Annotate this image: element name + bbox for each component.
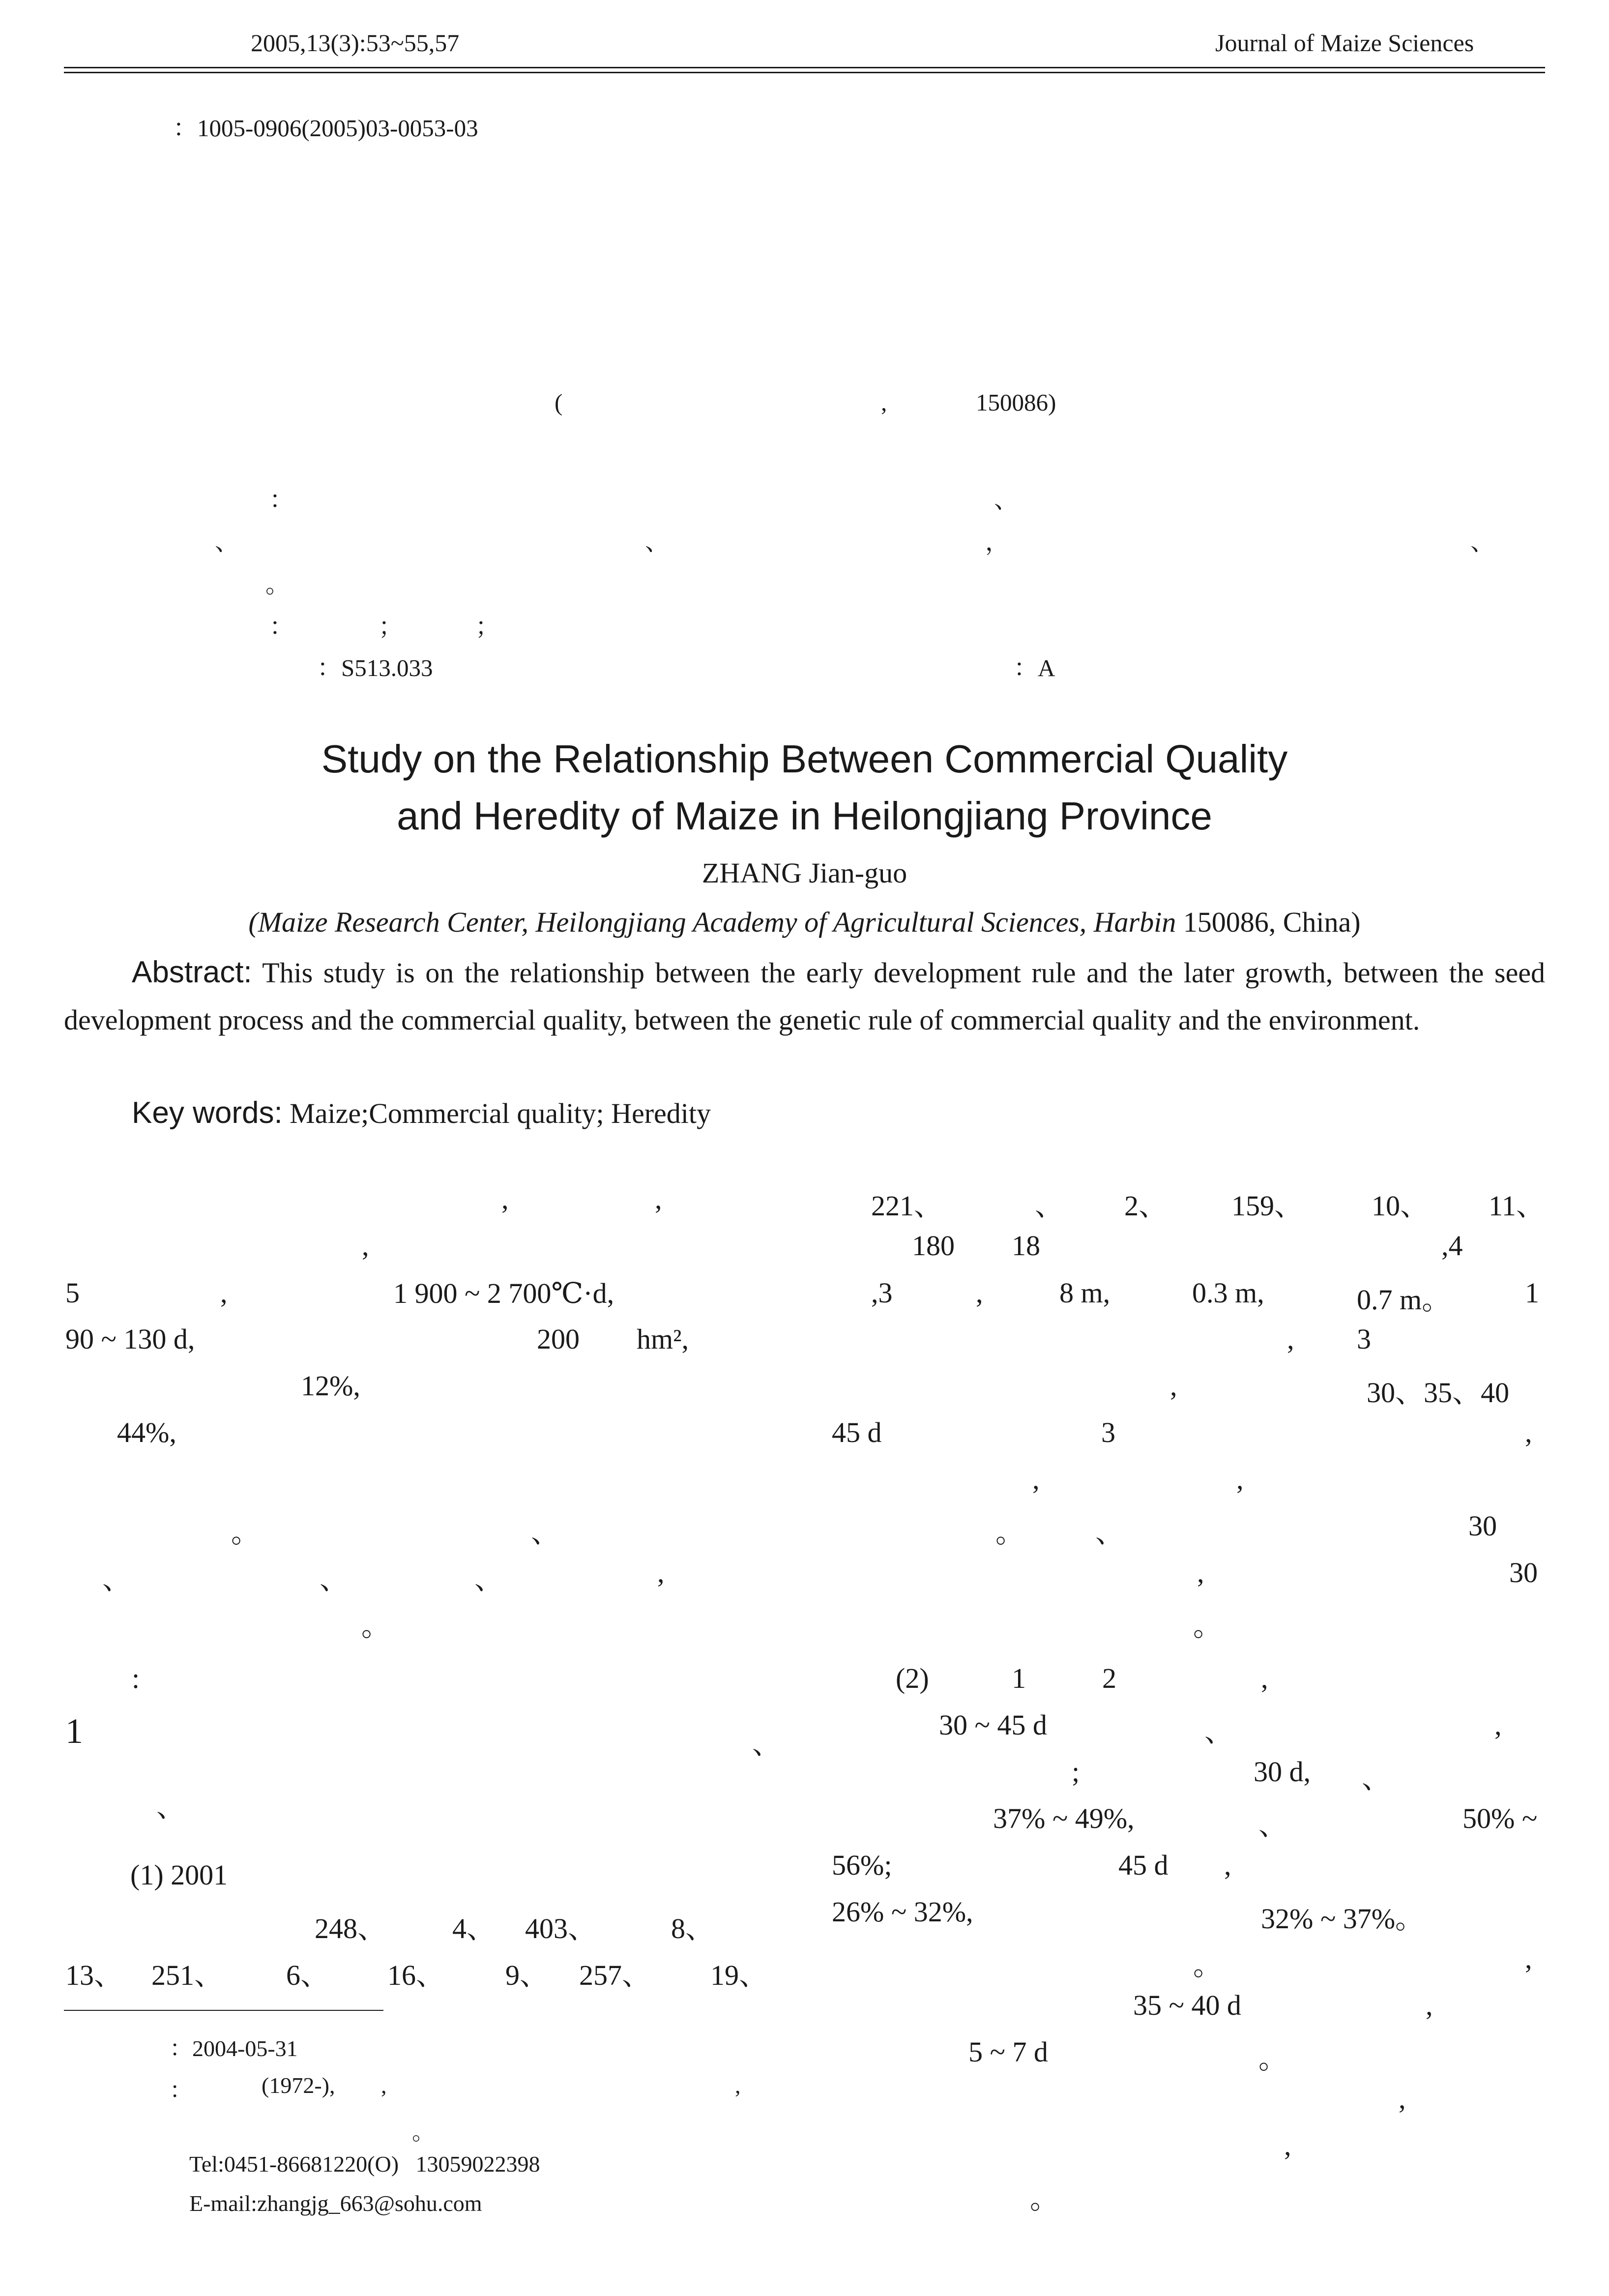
left-fragment: 403、: [525, 1913, 597, 1944]
right-fragment: 8 m,: [1059, 1277, 1111, 1309]
right-fragment: 、: [1095, 1517, 1124, 1549]
right-fragment: ;: [1072, 1756, 1080, 1788]
affiliation-postcode: 150086): [976, 389, 1056, 416]
left-fragment: 、: [474, 1563, 503, 1595]
right-fragment: 。: [1030, 2183, 1059, 2215]
left-fragment: 251、: [151, 1959, 223, 1991]
right-fragment: 30、35、40: [1367, 1377, 1510, 1409]
header-rule-bottom: [64, 72, 1545, 73]
left-fragment: 。: [231, 1517, 260, 1549]
footnote-comma: ,: [381, 2073, 387, 2098]
right-fragment: 10、: [1372, 1190, 1429, 1222]
left-fragment: 19、: [710, 1959, 768, 1991]
left-fragment: :: [132, 1662, 140, 1694]
left-fragment: ,: [501, 1183, 509, 1215]
right-fragment: ,: [1236, 1463, 1244, 1495]
left-fragment: hm²,: [637, 1323, 689, 1355]
left-fragment: 、: [102, 1563, 131, 1595]
footnote-received: ：2004-05-31: [170, 2036, 298, 2061]
right-fragment: ,: [1525, 1943, 1532, 1974]
abstract-cn-colon: ：: [269, 486, 294, 513]
right-fragment: 50% ~: [1463, 1802, 1538, 1834]
right-fragment: 。: [995, 1517, 1024, 1549]
citation-header: 2005,13(3):53~55,57: [251, 29, 460, 57]
right-fragment: ,4: [1441, 1230, 1463, 1262]
author-en: ZHANG Jian-guo: [702, 857, 907, 889]
right-fragment: 30 d,: [1254, 1756, 1311, 1788]
footnote-rule: [64, 2010, 383, 2011]
footnote-tel: Tel:0451-86681220(O) 13059022398: [189, 2151, 540, 2177]
right-fragment: ,: [1525, 1416, 1532, 1448]
left-fragment: (1) 2001: [130, 1859, 228, 1891]
right-fragment: 0.7 m。: [1357, 1284, 1451, 1316]
right-fragment: 。: [1193, 1610, 1222, 1642]
right-fragment: 30: [1509, 1557, 1538, 1589]
left-fragment: ,: [220, 1277, 228, 1309]
left-fragment: 13、: [65, 1959, 123, 1991]
right-fragment: ,: [1494, 1709, 1502, 1741]
keywords-en-label: Key words:: [132, 1096, 283, 1130]
left-fragment: 12%,: [301, 1370, 360, 1402]
affiliation-open-paren: (: [555, 389, 563, 416]
left-fragment: 90 ~ 130 d,: [65, 1323, 195, 1355]
affiliation-en-italic: (Maize Research Center, Heilongjiang Academy of Agricultural Sciences, Harbin: [248, 906, 1176, 938]
right-fragment: ,: [1399, 2083, 1406, 2115]
right-fragment: 、: [1035, 1190, 1064, 1222]
right-fragment: ,: [976, 1277, 983, 1309]
right-fragment: 5 ~ 7 d: [968, 2036, 1048, 2068]
keywords-cn-sep: ；: [475, 613, 500, 640]
section-number: 1: [65, 1711, 83, 1751]
right-fragment: 1: [1525, 1277, 1539, 1309]
right-fragment: 30: [1468, 1510, 1497, 1542]
left-fragment: ,: [655, 1183, 662, 1215]
right-fragment: 18: [1012, 1230, 1040, 1262]
abstract-en-label: Abstract:: [132, 955, 252, 989]
right-fragment: 37% ~ 49%,: [993, 1802, 1135, 1834]
keywords-cn-colon: ：: [269, 613, 294, 640]
left-fragment: 9、: [505, 1959, 549, 1991]
footnote-author-colon: ：: [170, 2078, 192, 2103]
affiliation-comma: ,: [881, 389, 887, 416]
article-number: ：1005-0906(2005)03-0053-03: [173, 115, 478, 142]
left-fragment: 200: [537, 1323, 580, 1355]
right-fragment: 30 ~ 45 d: [939, 1709, 1047, 1741]
right-fragment: ,: [1426, 1989, 1433, 2021]
right-fragment: 45 d: [1118, 1849, 1169, 1881]
right-fragment: 32% ~ 37%。: [1261, 1903, 1424, 1935]
clc-number: ：S513.033: [317, 654, 433, 681]
keywords-en: [132, 1095, 711, 1130]
footnote-author-year: (1972-),: [262, 2073, 335, 2098]
left-fragment: 。: [361, 1610, 390, 1642]
right-fragment: 35 ~ 40 d: [1133, 1989, 1241, 2021]
left-fragment: 、: [320, 1563, 349, 1595]
right-fragment: 。: [1193, 1949, 1222, 1981]
right-fragment: 。: [1258, 2043, 1287, 2075]
abstract-cn-mark: 、: [994, 486, 1019, 513]
right-fragment: ,: [1261, 1662, 1268, 1694]
right-fragment: ,: [1284, 2129, 1291, 2161]
footnote-email: E-mail:zhangjg_663@sohu.com: [189, 2191, 482, 2216]
affiliation-en-rest: 150086, China): [1176, 906, 1361, 938]
right-fragment: (2): [896, 1662, 929, 1694]
abstract-cn-mark: 、: [1470, 529, 1495, 556]
right-fragment: 45 d: [832, 1416, 882, 1448]
right-fragment: ,: [1197, 1557, 1204, 1589]
abstract-en-text: This study is on the relationship between the early development rule and the later growth, between the seed development process and the commercial quality, between the genetic rule of commercial quality and the environment.: [64, 957, 1545, 1036]
footnote-comma: ,: [735, 2073, 741, 2098]
title-en-line1: Study on the Relationship Between Commercial Quality: [321, 737, 1288, 781]
abstract-en: [64, 949, 1545, 1044]
left-fragment: 4、: [452, 1913, 496, 1944]
right-fragment: 0.3 m,: [1192, 1277, 1264, 1309]
abstract-cn-mark: ，: [985, 529, 1010, 556]
left-fragment: 8、: [671, 1913, 714, 1944]
right-fragment: ,3: [871, 1277, 893, 1309]
keywords-en-text: Maize;Commercial quality; Heredity: [282, 1097, 711, 1129]
right-fragment: 26% ~ 32%,: [832, 1896, 973, 1928]
right-fragment: 、: [1258, 1809, 1287, 1841]
right-fragment: 3: [1101, 1416, 1115, 1448]
right-fragment: ,: [1170, 1370, 1177, 1402]
right-fragment: ,: [1224, 1849, 1231, 1881]
abstract-cn-mark: 、: [215, 529, 239, 556]
title-en-line2: and Heredity of Maize in Heilongjiang Province: [397, 794, 1212, 838]
right-fragment: 、: [1362, 1763, 1391, 1795]
left-fragment: 1 900 ~ 2 700℃·d,: [393, 1277, 614, 1309]
right-fragment: 3: [1357, 1323, 1371, 1355]
section-title-mark: 、: [752, 1728, 781, 1760]
right-fragment: 56%;: [832, 1849, 892, 1881]
footnote-period: 。: [412, 2119, 435, 2145]
header-rule-top: [64, 67, 1545, 68]
right-fragment: 1: [1012, 1662, 1026, 1694]
right-fragment: 221、: [871, 1190, 943, 1222]
document-code: ：A: [1014, 654, 1055, 681]
abstract-cn-end: 。: [265, 571, 290, 598]
left-fragment: 、: [531, 1517, 560, 1549]
right-fragment: 180: [912, 1230, 955, 1262]
right-fragment: 159、: [1231, 1190, 1303, 1222]
left-fragment: ,: [362, 1230, 369, 1262]
left-fragment: 6、: [286, 1959, 329, 1991]
right-fragment: ,: [1032, 1463, 1040, 1495]
right-fragment: 11、: [1489, 1190, 1545, 1222]
right-fragment: 2: [1102, 1662, 1116, 1694]
keywords-cn-sep: ；: [379, 613, 403, 640]
right-fragment: ,: [1287, 1323, 1294, 1355]
affiliation-en: [0, 906, 1609, 939]
left-fragment: 44%,: [117, 1416, 176, 1448]
left-fragment: ,: [657, 1557, 665, 1589]
left-fragment: 16、: [387, 1959, 445, 1991]
left-fragment: 5: [65, 1277, 80, 1309]
left-fragment: 248、: [315, 1913, 386, 1944]
right-fragment: 2、: [1124, 1190, 1168, 1222]
left-fragment: 257、: [579, 1959, 651, 1991]
journal-name: Journal of Maize Sciences: [1215, 29, 1474, 57]
right-fragment: 、: [1204, 1716, 1233, 1748]
section-title-mark: 、: [156, 1791, 185, 1823]
abstract-cn-mark: 、: [645, 529, 670, 556]
